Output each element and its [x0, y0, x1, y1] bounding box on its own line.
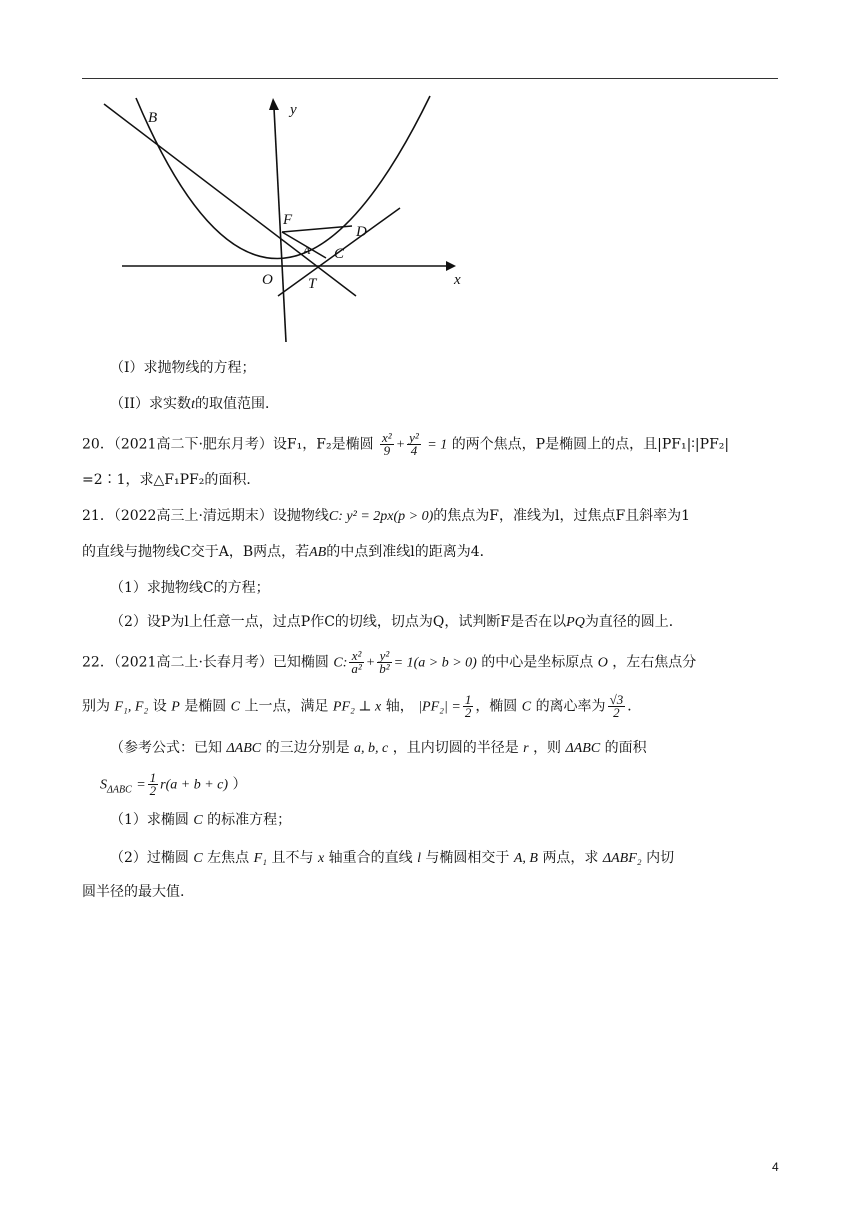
- q22-source: （2021高二上·长春月考）: [113, 654, 273, 671]
- q22-part2-cont: 圆半径的最大值.: [82, 884, 185, 900]
- q22-formula-fraction: $\frac{1}{2}$: [149, 770, 157, 798]
- y-axis-arrow: [269, 98, 279, 110]
- q19-part1: （I）求抛物线的方程；: [110, 360, 256, 376]
- label-c: C: [334, 246, 345, 262]
- q22-part2: （2）过椭圆 C 左焦点 F₁ 且不与 x 轴重合的直线 l 与椭圆相交于 A, B 两点，求 ΔABF₂ 内切: [110, 850, 675, 866]
- label-a: A: [303, 243, 311, 257]
- q19-part2: （II）求实数t的取值范围．: [110, 396, 279, 412]
- label-d: D: [356, 224, 367, 240]
- label-f: F: [283, 212, 293, 228]
- parabola-curve: [136, 96, 430, 259]
- q20-line2: =2∶1，求△F₁PF₂的面积．: [82, 472, 261, 488]
- q22-part1: （1）求椭圆 C 的标准方程；: [110, 812, 292, 828]
- label-o: O: [262, 272, 273, 288]
- q20-fraction-x: $\frac{\text{x²}}{9}$: [382, 430, 392, 458]
- parabola-figure: [100, 90, 480, 346]
- q21-number: 21．: [82, 508, 114, 524]
- q20-source: （2021高二下·肥东月考）: [113, 436, 273, 453]
- q21-line2: 的直线与抛物线C交于A，B两点，若AB的中点到准线l的距离为4．: [82, 544, 494, 560]
- q22-reference: （参考公式：已知 ΔABC 的三边分别是 a, b, c ，且内切圆的半径是 r ，则 ΔABC 的面积: [110, 740, 647, 756]
- q22-line2: 别为 F₁, F₂ 设 P 是椭圆 C 上一点，满足 PF₂ ⊥ x 轴， |PF₂| = $\frac{1}{2}$ ，椭圆 C 的离心率为 $\frac{√3}{2}$ ．: [82, 692, 642, 720]
- q21-source: （2022高三上·清远期末）: [113, 508, 273, 524]
- q20-line1: 20．（2021高二下·肥东月考）设F₁，F₂是椭圆 $\frac{\text{x²}}{9}$ + $\frac{\text{y²}}{4}$ = 1 的两个焦点，P是椭圆上的点，且|PF₁|∶|PF₂|: [82, 430, 730, 458]
- label-x: x: [454, 272, 461, 288]
- q20-number: 20．: [82, 436, 114, 453]
- label-y: y: [290, 102, 297, 118]
- q22-fraction-y: $\frac{\text{y²}}{\text{b²}}$: [379, 648, 390, 676]
- q21-line1: 21．（2022高三上·清远期末）设抛物线C: y² = 2px(p > 0)的焦点为F，准线为l，过焦点F且斜率为1: [82, 508, 691, 524]
- q22-eccentricity-fraction: $\frac{√3}{2}$: [609, 692, 624, 720]
- page-number: 4: [772, 1160, 779, 1174]
- q22-line1: 22．（2021高二上·长春月考）已知椭圆 C: $\frac{\text{x²}}{\text{a²}}$ + $\frac{\text{y²}}{\text{b²}}$ = 1(a > b > 0) 的中心是坐标原点 O ，左右焦点分: [82, 648, 697, 676]
- q21-part2: （2）设P为l上任意一点，过点P作C的切线，切点为Q，试判断F是否在以PQ为直径的圆上．: [110, 614, 683, 630]
- q22-number: 22．: [82, 654, 114, 671]
- q22-half-fraction: $\frac{1}{2}$: [464, 692, 472, 720]
- q21-part1: （1）求抛物线C的方程；: [110, 580, 270, 596]
- x-axis-arrow: [446, 261, 456, 271]
- q20-fraction-y: $\frac{\text{y²}}{4}$: [409, 430, 419, 458]
- label-b: B: [148, 110, 158, 126]
- header-rule: [82, 78, 778, 79]
- label-t: T: [308, 276, 317, 292]
- q22-formula: $S_{\Delta ABC}$ = $\frac{1}{2}$ r(a + b + c) ）: [100, 770, 247, 798]
- q22-fraction-x: $\frac{\text{x²}}{\text{a²}}$: [351, 648, 362, 676]
